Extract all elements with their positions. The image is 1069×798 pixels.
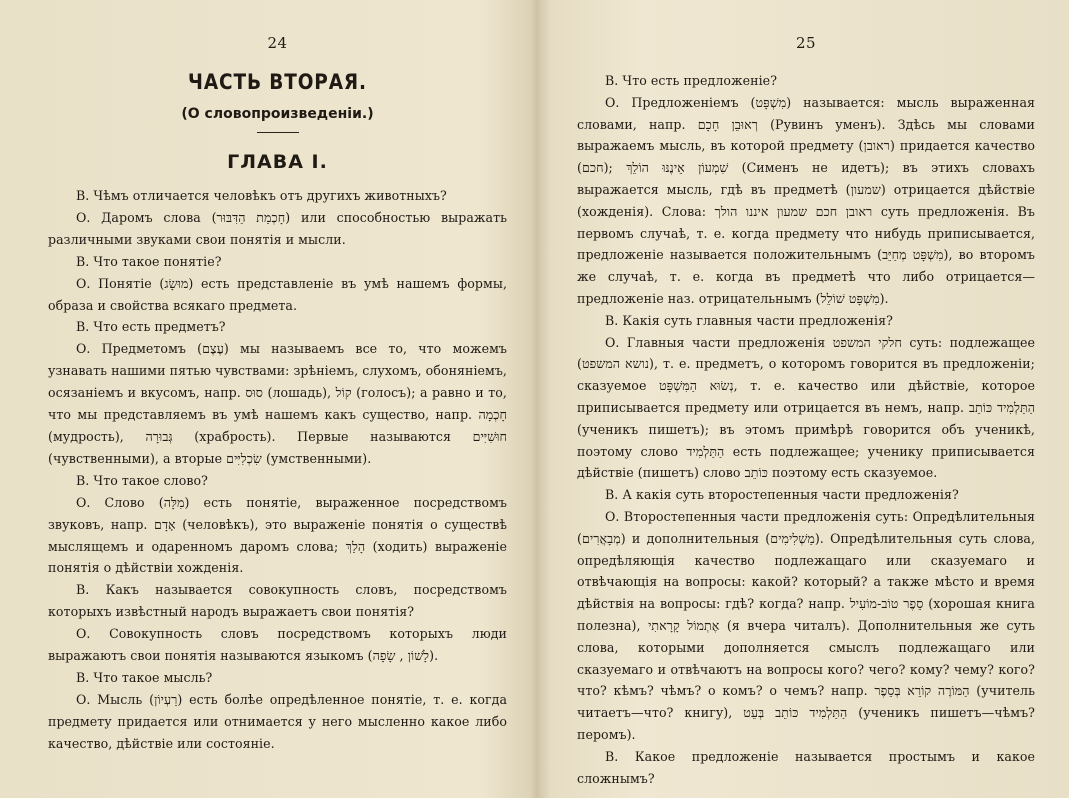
page-number: 25 — [795, 34, 817, 52]
part-title: ЧАСТЬ ВТОРАЯ. — [188, 70, 367, 94]
paragraph: В. А какія суть второстепенныя части предложенія? — [605, 487, 959, 503]
paragraph: О. Предложеніемъ (מִשְׁפָּט) называется: мысль выраженная словами, напр. רְאוּבֵן חָכָם (Рувинъ уменъ). Здѣсь мы словами выражаемъ мысль, въ которой предмету (ראובן) придается качество (חכם); שִׁמְעוֹן אֵינֶנּוּ הוֹלֵךְ (Сименъ не идетъ); въ этихъ словахъ выражается мысль, гдѣ въ предметѣ (שמעון) отрицается дѣйствіе (хожденія). Слова: ראובן חכם שמעון איננו הולך суть предложенія. Въ первомъ случаѣ, т. е. когда предмету что нибудь приписывается, предложеніе называется положительнымъ (מִשְׁפָּט מְחַיֵּב), во второмъ же случаѣ, т. е. когда въ предметѣ что либо отрицается—предложеніе наз. отрицательнымъ (מִשְׁפָּט שׁוֹלֵל). — [577, 94, 1036, 306]
paragraph: В. Какое предложеніе называется простымъ и какое сложнымъ? — [577, 748, 1035, 786]
paragraph: В. Чѣмъ отличается человѣкъ отъ другихъ животныхъ? — [76, 188, 447, 203]
paragraph: В. Что есть предложеніе? — [605, 73, 777, 88]
paragraph: О. Слово (מִלָּה) есть понятіе, выраженное посредствомъ звуковъ, напр. אָדָם (человѣкъ), это выраженіе понятія о существѣ мыслящемъ и одаренномъ даромъ слова; הָלַךְ (ходить) выраженіе понятія о дѣйствіи хожденія. — [48, 494, 507, 576]
left-page — [0, 0, 531, 798]
paragraph: В. Что такое мысль? — [76, 669, 213, 685]
paragraph: О. Предметомъ (עֶצֶם) мы называемъ все то, что можемъ узнавать нашими пятью чувствами: зрѣніемъ, слухомъ, обоняніемъ, осязаніемъ и вкусомъ, напр. סוּס (лошадь), קוֹל (голосъ); а равно и то, что мы представляемъ въ умѣ нашемъ какъ существо, напр. חָכְמָה (мудрость), גְּבוּרָה (храбрость). Первые называются חוּשִׁיִּים (чувственными), а вторые שִׂכְלִיִּים (умственными). — [48, 341, 507, 466]
paragraph: В. Что такое понятіе? — [76, 253, 222, 269]
title-divider — [257, 132, 299, 133]
paragraph: О. Главныя части предложенія חלקי המשפט суть: подлежащее (נושא המשפט), т. е. предметъ, о которомъ говорится въ предложеніи; сказуемое נְשׂוּא הַמִּשְׁפָּט, т. е. качество или дѣйствіе, которое приписывается предмету или отрицается въ немъ, напр. הַתַּלְמִיד כּוֹתֵב (ученикъ пишетъ); въ этомъ примѣрѣ говорится объ ученикѣ, поэтому слово הַתַּלְמִיד есть подлежащее; ученику приписывается дѣйствіе (пишетъ) слово כּוֹתֵב поэтому есть сказуемое. — [577, 334, 1035, 481]
paragraph: В. Какія суть главныя части предложенія? — [605, 312, 893, 328]
paragraph: О. Мысль (רַעְיוֹן) есть болѣе опредѣленное понятіе, т. е. когда предмету придается или отнимается у него мысленно какое либо качество, дѣйствіе или состояніе. — [48, 691, 508, 751]
paragraph: В. Что есть предметъ? — [76, 319, 226, 335]
paragraph: О. Совокупность словъ посредствомъ которыхъ люди выражаютъ свои понятія называются языкомъ (לָשׁוֹן , שָׂפָה). — [48, 626, 507, 664]
right-page — [535, 0, 1069, 798]
paragraph: В. Какъ называется совокупность словъ, посредствомъ которыхъ извѣстный народъ выражаетъ свои понятія? — [48, 582, 507, 620]
paragraph: О. Второстепенныя части предложенія суть: Опредѣлительныя (מְבָאֲרִים) и дополнительныя (מַשְׁלִימִים). Опредѣлительныя суть слова, опредѣляющія качество подлежащаго или сказуемаго и отвѣчающія на вопросы: какой? который? а также мѣсто и время дѣйствія на вопросы: гдѣ? когда? напр. סֵפֶר טוֹב-מוֹעִיל (хорошая книга полезна), אֶתְמוֹל קָרָאתִי (я вчера читалъ). Дополнительныя же суть слова, которыми дополняется смыслъ подлежащаго или сказуемаго и отвѣчаютъ на вопросы кого? чего? кому? чему? кого? что? кѣмъ? чѣмъ? о комъ? о чемъ? напр. הַמּוֹרֶה קוֹרֵא בְּסֵפֶר (учитель читаетъ—что? книгу), הַתַּלְמִיד כּוֹתֵב בְּעֵט (ученикъ пишетъ—чѣмъ? перомъ). — [577, 508, 1035, 742]
part-subtitle: (О словопроизведеніи.) — [181, 106, 374, 122]
paragraph: В. Что такое слово? — [76, 472, 208, 488]
paragraph: О. Понятіе (מוּשָׂג) есть представленіе въ умѣ нашемъ формы, образа и свойства всякаго предмета. — [48, 275, 507, 313]
paragraph: О. Даромъ слова (חָכְמַת הַדִּבּוּר) или способностью выражать различными звуками свои понятія и мысли. — [48, 209, 507, 247]
chapter-heading: ГЛАВА I. — [227, 151, 328, 173]
page-number: 24 — [267, 34, 288, 52]
